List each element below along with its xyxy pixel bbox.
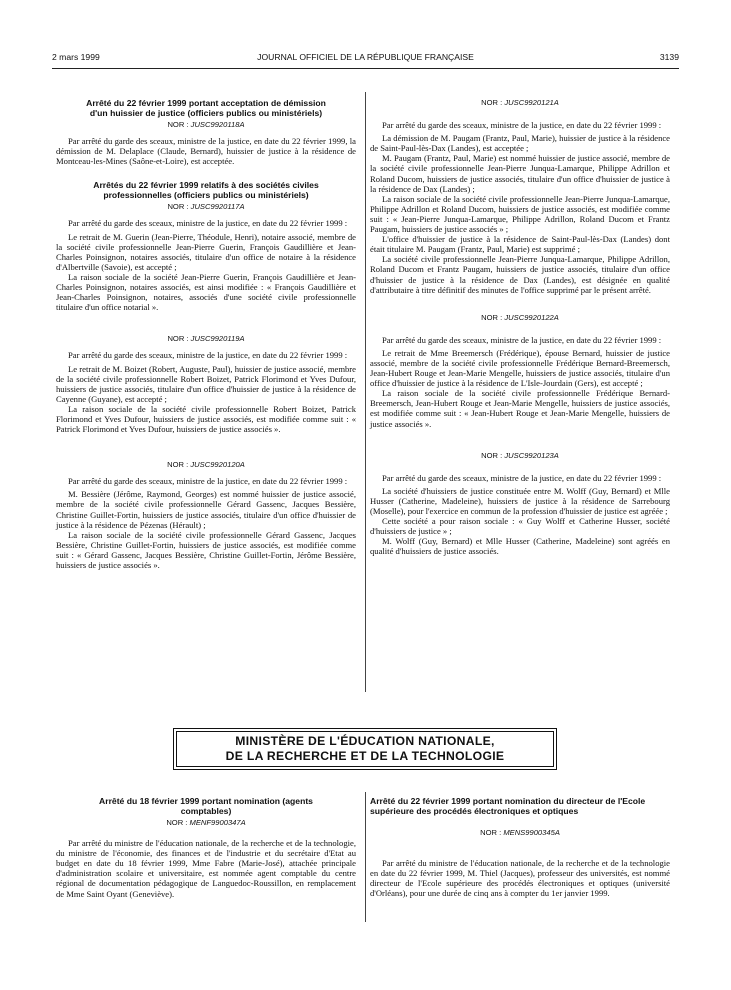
paragraph: Par arrêté du ministre de l'éducation nationale, de la recherche et de la technologie, du ministre de l'économie, des finances et de l'industrie et du secrétaire d'Etat au budget en date du 18 février 1999, Mme Fabre (Marie-José), attachée principale d'administration scolaire et universitaire, est nommée agent comptable du centre régional de documentation pédagogique de Languedoc-Roussillon, en remplacement de Mme Saint Oyant (Geneviève). [56,838,356,899]
nor-label: NOR : [481,312,505,322]
nor-reference [56,202,356,212]
paragraph: Le retrait de Mme Breemersch (Frédérique), épouse Bernard, huissier de justice associé, membre de la société civile professionnelle Frédérique Bernard-Breemersch, Jean-Hubert Rouge et Jean-Marie Mengelle, huissiers de justice associés, titulaire d'un office d'huissier de justice à la résidence de L'Isle-Jourdain (Gers), est accepté ; [370,347,670,389]
nor-reference [370,828,670,838]
article-paragraphs [56,218,356,312]
nor-label: NOR : [481,450,505,460]
paragraph: M. Wolff (Guy, Bernard) et Mlle Husser (Catherine, Madeleine) sont agréés en qualité d'huissiers de justice associés. [370,536,670,557]
nor-label: NOR : [166,818,190,827]
nor-label: NOR : [167,120,191,129]
bottom-right-article [370,796,670,898]
left-column [56,98,356,570]
paragraph: Par arrêté du garde des sceaux, ministre de la justice, en date du 22 février 1999 : [68,218,348,229]
ministry-line-2: DE LA RECHERCHE ET DE LA TECHNOLOGIE [225,749,505,763]
paragraph: La raison sociale de la société civile professionnelle Gérard Gassenc, Jacques Bessière, Christine Guillet-Fortin, huissiers de justice associés, est modifiée comme suit : « Gérard Gassenc, Jacques Bessière, Christine Guillet-Fortin, Jérôme Bessière, huissiers de justice associés ». [56,529,356,570]
nor-label: NOR : [167,460,191,470]
nor-code: JUSC9920120A [190,460,245,470]
paragraph: La raison sociale de la société civile professionnelle Jean-Pierre Junqua-Lamarque, Philippe Adrillon et Roland Ducom, huissiers de justice associés, est modifiée comme suit : « Jean-Pierre Junqua-Lamarque, Philippe Adrillon, Roland Ducom et Frantz Paugam, huissiers de justice associés » ; [370,193,670,235]
nor-label: NOR : [167,202,191,212]
column-divider [365,92,366,692]
article-paragraphs [56,350,356,434]
paragraph: La société d'huissiers de justice constituée entre M. Wolff (Guy, Bernard) et Mlle Husser (Catherine, Madeleine), huissiers de justice à la résidence de Sarrebourg (Moselle), pour l'exercice en commun de la profession d'huissier de justice est agréée ; [370,485,670,516]
paragraph: Par arrêté du garde des sceaux, ministre de la justice, en date du 22 février 1999, la démission de M. Delaplace (Claude, Bernard), huissier de justice à la résidence de Montceau-les-Mines (Saône-et-Loire), est acceptée. [56,136,356,167]
article-title: Arrêté du 22 février 1999 portant acceptation de démission d'un huissier de justice (officiers publics ou ministériels) [86,98,326,118]
paragraph: Par arrêté du ministre de l'éducation nationale, de la recherche et de la technologie en date du 22 février 1999, M. Thiel (Jacques), professeur des universités, est nommé directeur de l'Ecole supérieure des procédés électroniques et optiques (université d'Orléans), pour une durée de cinq ans à compter du 1er janvier 1999. [370,858,670,899]
nor-reference [370,98,670,108]
right-column [370,98,670,556]
paragraph: La raison sociale de la société Jean-Pierre Guerin, François Gaudillière et Jean-Charles Poinsignon, notaires associés, est ainsi modifiée : « François Gaudillière et Jean-Charles Poinsignon, notaires, associés d'une société civile professionnelle titulaire d'un office notarial ». [56,271,356,313]
article-section [370,451,670,557]
nor-code: MENF9900347A [189,818,246,827]
column-divider-bottom [365,792,366,922]
article-paragraphs [370,120,670,295]
paragraph: L'office d'huissier de justice à la résidence de Saint-Paul-lès-Dax (Landes) dont était titulaire M. Paugam (Frantz, Paul, Marie) est supprimé ; [370,234,670,255]
article-paragraphs [56,476,356,570]
header-journal-title: JOURNAL OFFICIEL DE LA RÉPUBLIQUE FRANÇAISE [257,52,474,62]
nor-label: NOR : [481,98,505,107]
article-block [56,98,356,166]
article-paragraphs [56,136,356,166]
paragraph: Par arrêté du garde des sceaux, ministre de la justice, en date du 22 février 1999 : [382,334,662,345]
paragraph: M. Paugam (Frantz, Paul, Marie) est nommé huissier de justice associé, membre de la société civile professionnelle Jean-Pierre Junqua-Lamarque, Philippe Adrillon et Roland Ducom, huissiers de justice associés, titulaire d'un office d'huissier de justice à la résidence de Dax (Landes) ; [370,153,670,194]
paragraph: La raison sociale de la société civile professionnelle Robert Boizet, Patrick Florimond et Yves Dufour, huissiers de justice associés, est modifiée comme suit : « Patrick Florimond et Yves Dufour, huissiers de justice associés ». [56,403,356,435]
paragraph: Cette société a pour raison sociale : « Guy Wolff et Catherine Husser, société d'huissiers de justice » ; [370,516,670,537]
article-title: Arrêtés du 22 février 1999 relatifs à des sociétés civiles professionnelles (officiers publics ou ministériels) [93,180,319,201]
paragraph: Le retrait de M. Boizet (Robert, Auguste, Paul), huissier de justice associé, membre de la société civile professionnelle Robert Boizet, Patrick Florimond et Yves Dufour, huissiers de justice associés, titulaire d'un office d'huissier de justice à la résidence de Cayenne (Guyane), est accepté ; [56,363,356,404]
nor-code: MENS9900345A [503,828,560,837]
header-date: 2 mars 1999 [52,52,100,62]
paragraph: Par arrêté du garde des sceaux, ministre de la justice, en date du 22 février 1999 : [68,476,348,487]
nor-reference [370,451,670,461]
paragraph: La démission de M. Paugam (Frantz, Paul, Marie), huissier de justice à la résidence de Saint-Paul-lès-Dax (Landes), est acceptée ; [370,133,670,154]
article-block [56,180,356,312]
article-section [370,98,670,295]
header-page-number: 3139 [659,52,679,62]
nor-code: JUSC9920122A [504,312,559,322]
article-paragraphs [370,473,670,557]
paragraph: Par arrêté du garde des sceaux, ministre de la justice, en date du 22 février 1999 : [382,120,662,131]
paragraph: Le retrait de M. Guerin (Jean-Pierre, Théodule, Henri), notaire associé, membre de la société civile professionnelle Jean-Pierre Guerin, François Gaudillière et Jean-Charles Poinsignon, notaires associés, titulaire d'un office de notaire à la résidence d'Albertville (Savoie), est accepté ; [56,231,356,272]
article-section [56,460,356,570]
nor-reference [56,334,356,344]
header-rule [52,68,679,69]
nor-reference [370,313,670,323]
nor-code: JUSC9920118A [190,120,245,129]
ministry-line-1: MINISTÈRE DE L'ÉDUCATION NATIONALE, [235,734,495,748]
nor-code: JUSC9920117A [190,202,245,212]
nor-label: NOR : [167,334,191,344]
article-section [56,334,356,434]
article-section [370,313,670,429]
nor-code: JUSC9920123A [504,450,559,460]
nor-reference [56,120,356,130]
nor-reference [56,818,356,828]
paragraph: Par arrêté du garde des sceaux, ministre de la justice, en date du 22 février 1999 : [68,350,348,361]
article-title: Arrêté du 18 février 1999 portant nomination (agents comptables) [99,796,313,816]
paragraph: M. Bessière (Jérôme, Raymond, Georges) est nommé huissier de justice associé, membre de la société civile professionnelle Gérard Gassenc, Jacques Bessière, Christine Guillet-Fortin, huissiers de justice associés, titulaire d'un office d'huissier de justice à la résidence de Pézenas (Hérault) ; [56,489,356,530]
nor-label: NOR : [480,828,504,837]
page-header [52,52,679,66]
ministry-banner [176,731,554,767]
paragraph: La société civile professionnelle Jean-Pierre Junqua-Lamarque, Philippe Adrillon, Roland Ducom et Frantz Paugam, huissiers de justice associés, titulaire d'un office d'huissier de justice à la résidence de Dax (Landes), est désignée en qualité d'attributaire à titre définitif des minutes de l'office supprimé par le présent arrêté. [370,254,670,295]
nor-code: JUSC9920119A [190,334,245,344]
bottom-left-article [56,796,356,899]
paragraph: La raison sociale de la société civile professionnelle Frédérique Bernard-Breemersch, Jean-Hubert Rouge et Jean-Marie Mengelle, huissiers de justice associés, est modifiée comme suit : « Jean-Hubert Rouge et Jean-Marie Mengelle, huissiers de justice associés ». [370,388,670,429]
article-title: Arrêté du 22 février 1999 portant nomination du directeur de l'Ecole supérieure des procédés électroniques et optiques [370,796,646,816]
nor-reference [56,460,356,470]
nor-code: JUSC9920121A [504,98,559,107]
paragraph: Par arrêté du garde des sceaux, ministre de la justice, en date du 22 février 1999 : [382,472,662,483]
article-paragraphs [370,335,670,429]
